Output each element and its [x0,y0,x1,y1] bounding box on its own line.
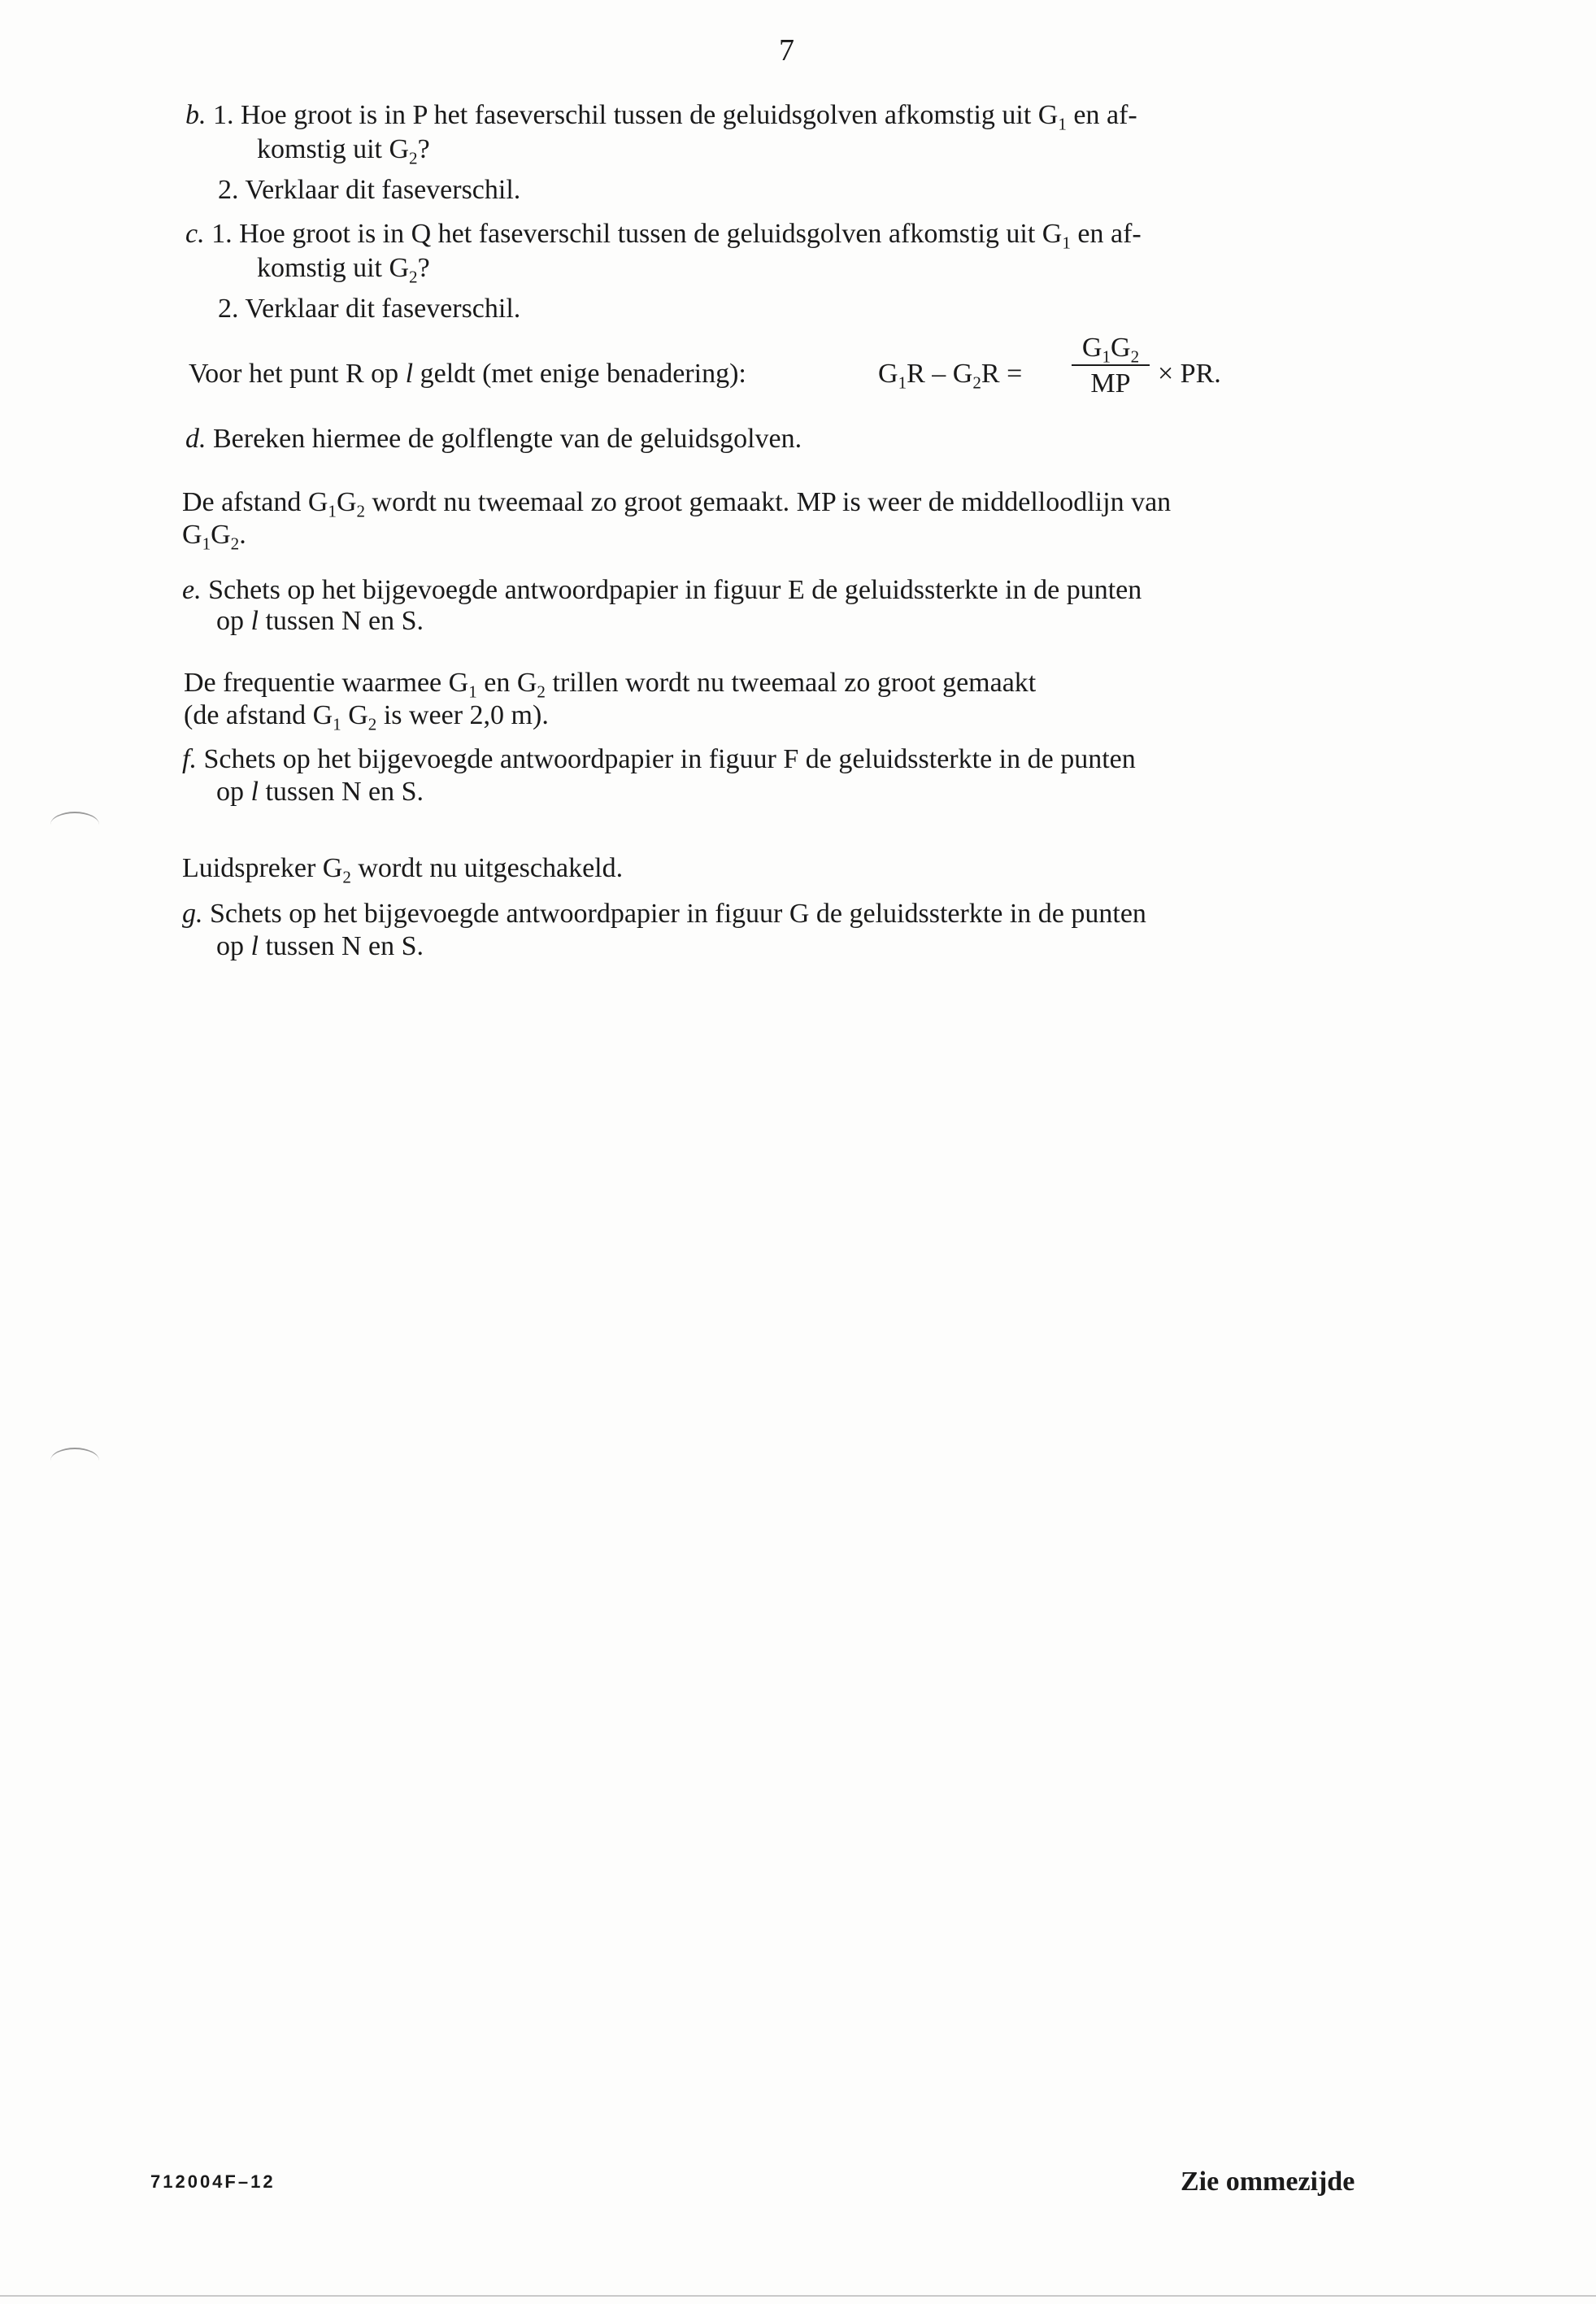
question-e-line-2: op l tussen N en S. [216,606,424,636]
question-f-line-1 [182,743,1136,776]
punch-hole-mark [50,812,99,838]
question-d-text: Bereken hiermee de golflengte van de geluidsgolven. [213,424,802,454]
scan-edge-line [0,2295,1596,2297]
formula-fraction [1072,333,1150,399]
fraction-denominator: MP [1090,368,1131,399]
question-c-label: c. [185,219,205,249]
paragraph-distance-line-1: De afstand $G_1G_2$ wordt nu tweemaal zo groot gemaakt. MP is weer de middelloodlijn van [182,487,1172,521]
paragraph-speaker: Luidspreker $G_2$ wordt nu uitgeschakeld. [182,853,624,887]
question-g-line-2: op l tussen N en S. [216,931,424,961]
question-e-text: Schets op het bijgevoegde antwoordpapier in figuur E de geluidssterkte in de punten [208,575,1142,605]
question-c2-text: Verklaar dit faseverschil. [245,294,521,324]
question-b1-text: Hoe groot is in P het faseverschil tussen de geluidsgolven afkomstig uit $G_1$ en af- [241,100,1137,134]
question-b-label: b. [185,100,207,130]
question-b-line-1 [185,99,1137,132]
paragraph-frequency-line-1: De frequentie waarmee $G_1$ en $G_2$ trillen wordt nu tweemaal zo groot gemaakt [184,668,1037,702]
question-b2 [218,174,520,207]
question-f-text: Schets op het bijgevoegde antwoordpapier in figuur F de geluidssterkte in de punten [203,744,1136,774]
fraction-numerator: $G_1G_2$ [1081,333,1140,367]
question-b1-line-2: komstig uit $G_2$? [257,134,430,168]
question-b1-number: 1. [213,100,234,130]
page-number: 7 [779,33,794,68]
formula-intro: Voor het punt R op l geldt (met enige benadering): [189,359,746,389]
question-c2-number: 2. [218,294,239,324]
question-e-line-1 [182,574,1142,607]
question-f-label: f. [182,744,197,774]
question-g-label: g. [182,899,203,929]
document-code: 712004F–12 [150,2171,276,2192]
question-c1-line-2: komstig uit $G_2$? [257,253,430,287]
question-g-text: Schets op het bijgevoegde antwoordpapier in figuur G de geluidssterkte in de punten [210,899,1146,929]
formula-lhs: $G_1R - G_2R$ = [878,359,1023,393]
punch-hole-mark [50,1448,99,1474]
question-c1-number: 1. [211,219,233,249]
question-f-line-2: op l tussen N en S. [216,777,424,807]
question-b2-number: 2. [218,175,239,205]
question-d-label: d. [185,424,207,454]
question-c1-text: Hoe groot is in Q het faseverschil tussen de geluidsgolven afkomstig uit $G_1$ en af- [239,219,1142,253]
paragraph-frequency-line-2: (de afstand $G_1$ $G_2$ is weer 2,0 m). [184,700,549,734]
paragraph-distance-line-2: $G_1G_2$. [182,520,246,554]
question-b2-text: Verklaar dit faseverschil. [245,175,521,205]
formula-tail: × PR. [1158,359,1221,389]
question-g-line-1 [182,898,1146,930]
question-d [185,423,802,455]
question-c-line-1 [185,218,1142,253]
turn-over-note: Zie ommezijde [1181,2167,1355,2197]
question-e-label: e. [182,575,202,605]
question-c2 [218,293,520,325]
